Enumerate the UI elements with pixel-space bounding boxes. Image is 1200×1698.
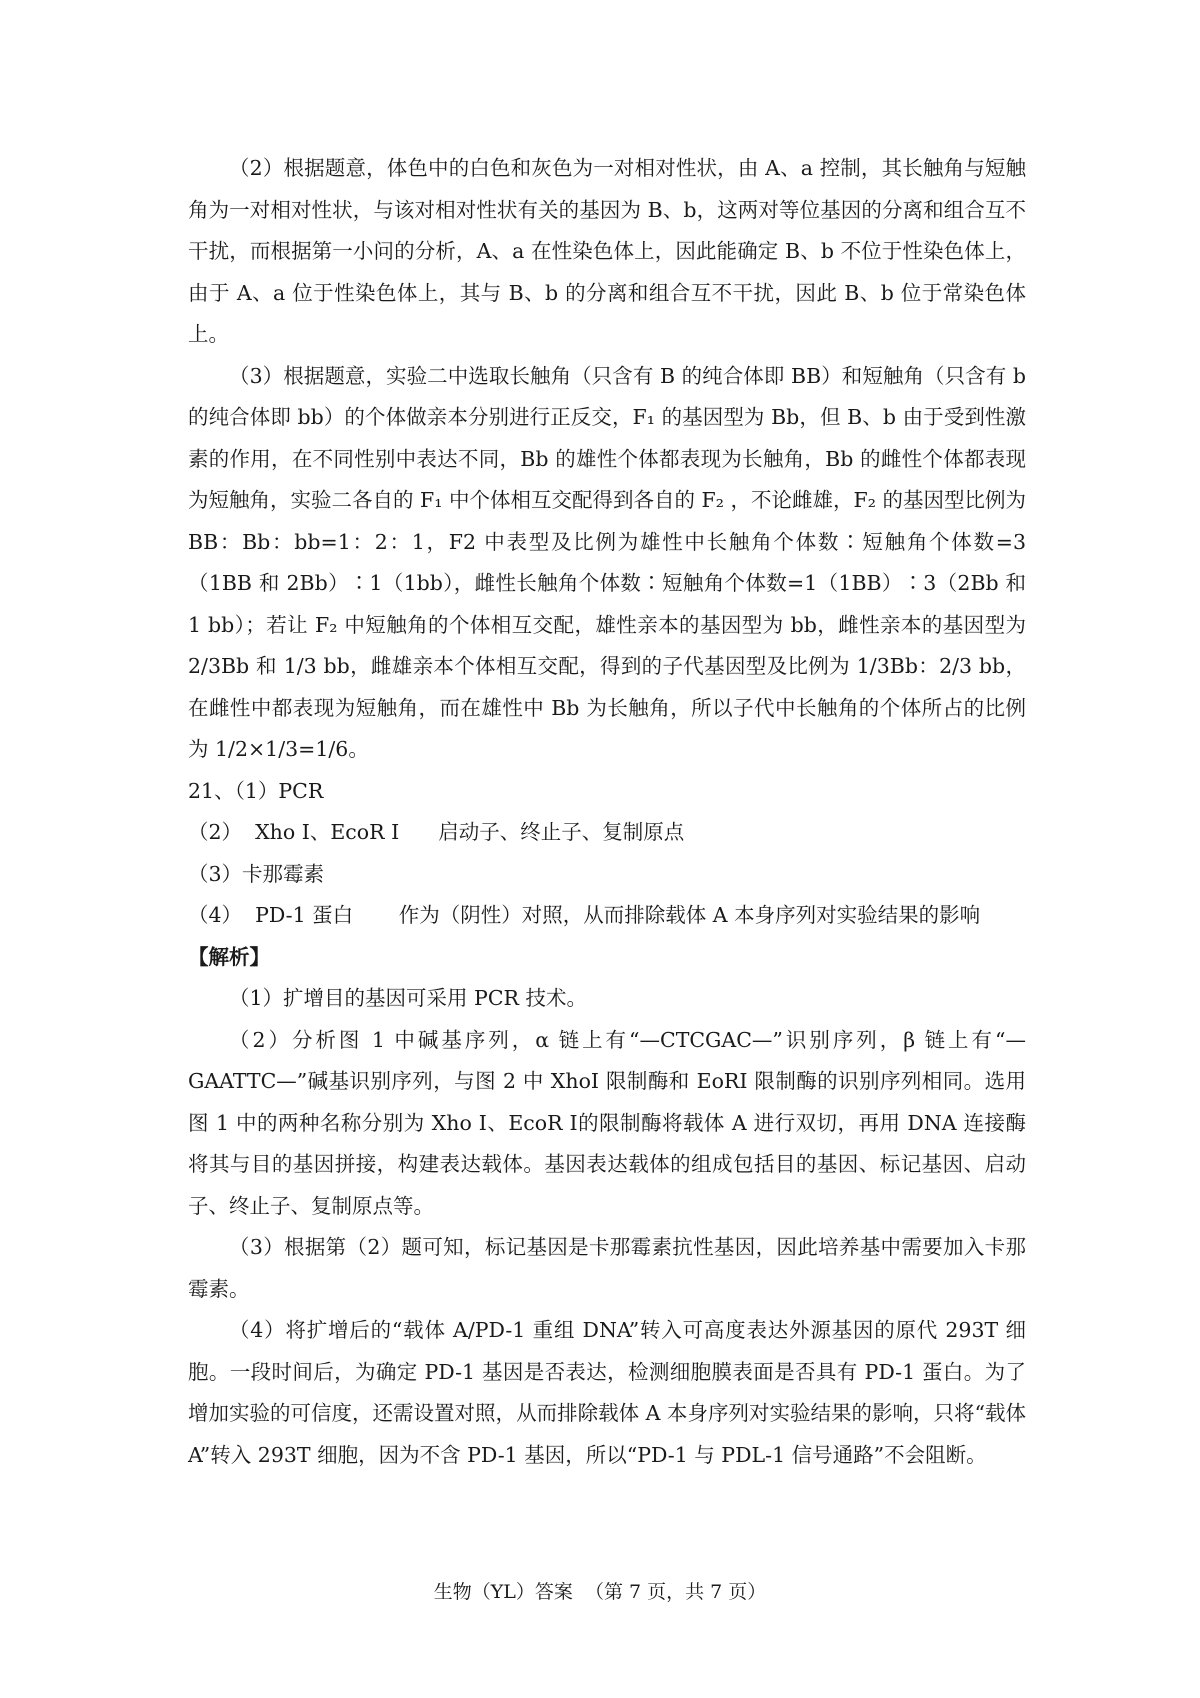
- q21-explanation-1: （1）扩增目的基因可采用 PCR 技术。: [229, 986, 587, 1010]
- q20-paragraph-2: （2）根据题意，体色中的白色和灰色为一对相对性状，由 A、a 控制，其长触角与短触角为一对相对性状，与该对相对性状有关的基因为 B、b，这两对等位基因的分离和组合互不干扰，而根据第一小问的分析，A、a 在性染色体上，因此能确定 B、b 不位于性染色体上，由于 A、a 位于性染色体上，其与 B、b 的分离和组合互不干扰，因此 B、b 位于常染色体上。: [188, 156, 1026, 346]
- page-footer: 生物（YL）答案 （第 7 页，共 7 页）: [433, 1581, 767, 1603]
- q21-explanation-3: （3）根据第（2）题可知，标记基因是卡那霉素抗性基因，因此培养基中需要加入卡那霉素。: [188, 1235, 1026, 1301]
- q21-answer-4: （4） PD-1 蛋白 作为（阴性）对照，从而排除载体 A 本身序列对实验结果的影响: [188, 903, 981, 927]
- q21-answer-1: 21、（1）PCR: [188, 778, 324, 803]
- q21-explanation-4: （4）将扩增后的“载体 A/PD-1 重组 DNA”转入可高度表达外源基因的原代 293T 细胞。一段时间后，为确定 PD-1 基因是否表达，检测细胞膜表面是否具有 PD-1 蛋白。为了增加实验的可信度，还需设置对照，从而排除载体 A 本身序列对实验结果的影响，只将“载体 A”转入 293T 细胞，因为不含 PD-1 基因，所以“PD-1 与 PDL-1 信号通路”不会阻断。: [188, 1318, 1026, 1467]
- answer-content: [188, 148, 1026, 1476]
- analysis-heading: 【解析】: [188, 944, 270, 969]
- q21-answer-3: （3）卡那霉素: [188, 861, 325, 886]
- q20-paragraph-3: （3）根据题意，实验二中选取长触角（只含有 B 的纯合体即 BB）和短触角（只含有 b 的纯合体即 bb）的个体做亲本分别进行正反交，F₁ 的基因型为 Bb，但 B、b 由于受到性激素的作用，在不同性别中表达不同，Bb 的雄性个体都表现为长触角，Bb 的雌性个体都表现为短触角，实验二各自的 F₁ 中个体相互交配得到各自的 F₂ ，不论雌雄，F₂ 的基因型比例为 BB：Bb：bb=1：2：1，F2 中表型及比例为雄性中长触角个体数∶短触角个体数=3（1BB 和 2Bb）∶1（1bb），雌性长触角个体数∶短触角个体数=1（1BB）∶3（2Bb 和 1 bb）；若让 F₂ 中短触角的个体相互交配，雄性亲本的基因型为 bb，雌性亲本的基因型为 2/3Bb 和 1/3 bb，雌雄亲本个体相互交配，得到的子代基因型及比例为 1/3Bb：2/3 bb，在雌性中都表现为短触角，而在雄性中 Bb 为长触角，所以子代中长触角的个体所占的比例为 1/2×1/3=1/6。: [188, 363, 1026, 761]
- q21-answer-2: （2） Xho Ⅰ、EcoR Ⅰ 启动子、终止子、复制原点: [188, 820, 685, 844]
- q21-explanation-2: （2）分析图 1 中碱基序列，α 链上有“—CTCGAC—”识别序列，β 链上有“—GAATTC—”碱基识别序列，与图 2 中 XhoI 限制酶和 EoRI 限制酶的识别序列相同。选用图 1 中的两种名称分别为 Xho Ⅰ、EcoR Ⅰ的限制酶将载体 A 进行双切，再用 DNA 连接酶将其与目的基因拼接，构建表达载体。基因表达载体的组成包括目的基因、标记基因、启动子、终止子、复制原点等。: [188, 1027, 1026, 1218]
